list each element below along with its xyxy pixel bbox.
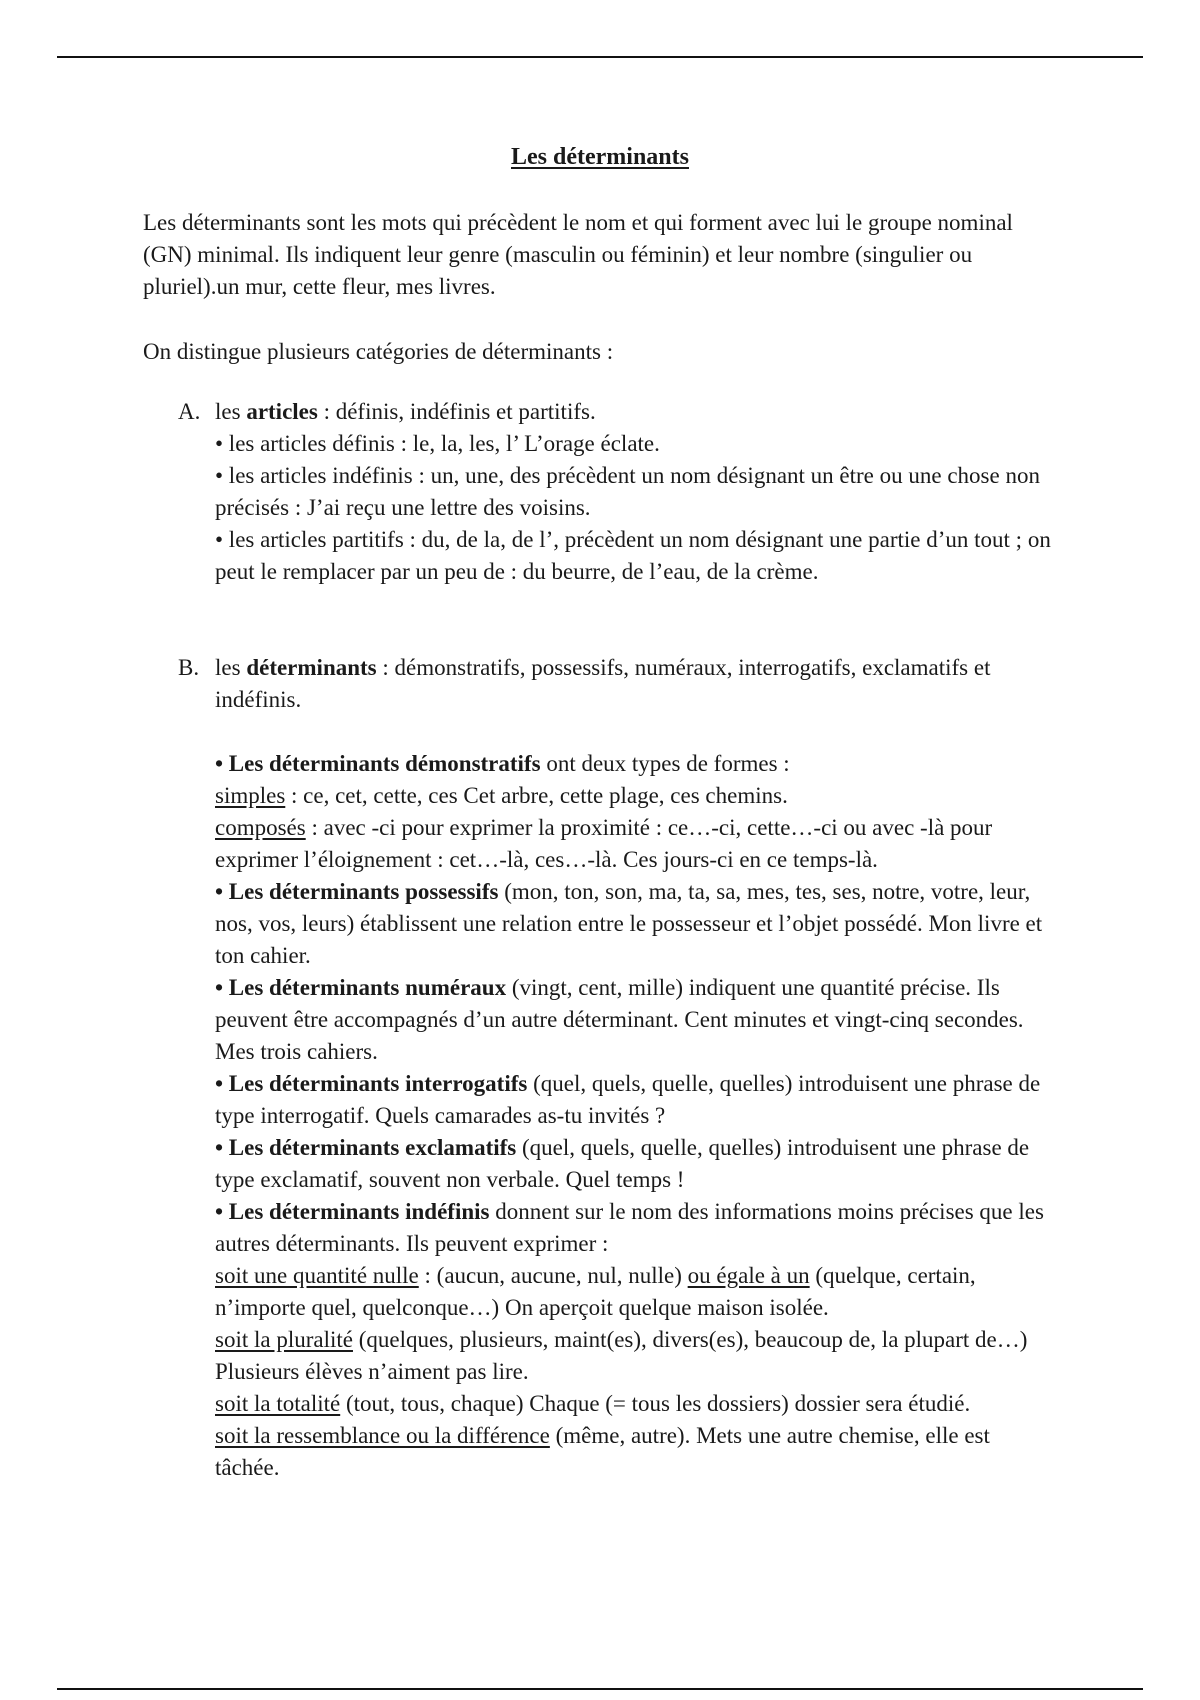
exclamatifs-text: (quel, quels, quelle, quelles) introduisent une phrase de type exclamatif, souvent non verbale. Quel temps ! xyxy=(215,1135,1030,1192)
demonstratifs-composes xyxy=(215,812,1058,876)
egale-label: ou égale à un xyxy=(687,1263,810,1288)
indefinis-text: donnent sur le nom des informations moins précises que les autres déterminants. Ils peuvent exprimer : xyxy=(215,1199,1044,1256)
section-a-pre: les xyxy=(215,399,247,424)
top-rule xyxy=(57,56,1143,58)
possessifs-title: • Les déterminants possessifs xyxy=(215,879,499,904)
intro-paragraph: Les déterminants sont les mots qui précèdent le nom et qui forment avec lui le groupe nominal (GN) minimal. Ils indiquent leur genre (masculin ou féminin) et leur nombre (singulier ou pluriel).un mur, cette fleur, mes livres. xyxy=(143,210,1013,299)
section-a-keyword: articles xyxy=(246,399,318,424)
composes-label: composés xyxy=(215,815,306,840)
numeraux-text: (vingt, cent, mille) indiquent une quantité précise. Ils peuvent être accompagnés d’un autre déterminant. Cent minutes et vingt-cinq secondes. Mes trois cahiers. xyxy=(215,975,1024,1064)
demonstratifs-intro xyxy=(215,748,1058,780)
totalite-label: soit la totalité xyxy=(215,1391,341,1416)
ressemblance-label: soit la ressemblance ou la différence xyxy=(215,1423,550,1448)
demonstratifs-simples xyxy=(215,780,1058,812)
section-b-marker: B. xyxy=(178,655,200,680)
page-title: Les déterminants xyxy=(511,144,689,170)
quantite-label: soit une quantité nulle xyxy=(215,1263,419,1288)
section-a-post: : définis, indéfinis et partitifs. xyxy=(317,399,596,424)
section-b-heading xyxy=(178,652,1058,716)
indefinis-title: • Les déterminants indéfinis xyxy=(215,1199,490,1224)
composes-text: : avec -ci pour exprimer la proximité : ce…-ci, cette…-ci ou avec -là pour exprimer l’éloignement : cet…-là, ces…-là. Ces jours-ci en ce temps-là. xyxy=(215,815,993,872)
list-item-articles-partitifs: • les articles partitifs : du, de la, de l’, précèdent un nom désignant une partie d’un tout ; on peut le remplacer par un peu de : du beurre, de l’eau, de la crème. xyxy=(215,527,1051,584)
indefinis-item xyxy=(215,1196,1058,1260)
section-determinants xyxy=(178,652,1058,1484)
indefinis-quantite xyxy=(215,1260,1058,1324)
interrogatifs-text: (quel, quels, quelle, quelles) introduisent une phrase de type interrogatif. Quels camarades as-tu invités ? xyxy=(215,1071,1041,1128)
section-b-pre: les xyxy=(215,655,247,680)
numeraux-item xyxy=(215,972,1058,1068)
pluralite-label: soit la pluralité xyxy=(215,1327,353,1352)
section-b-keyword: déterminants xyxy=(246,655,377,680)
numeraux-title: • Les déterminants numéraux xyxy=(215,975,507,1000)
ressemblance-text: (même, autre). Mets une autre chemise, elle est tâchée. xyxy=(215,1423,990,1480)
indefinis-totalite xyxy=(215,1388,1058,1420)
interrogatifs-item xyxy=(215,1068,1058,1132)
pluralite-text: (quelques, plusieurs, maint(es), divers(es), beaucoup de, la plupart de…) Plusieurs élèves n’aiment pas lire. xyxy=(215,1327,1028,1384)
exclamatifs-item xyxy=(215,1132,1058,1196)
bottom-rule xyxy=(57,1688,1143,1690)
indefinis-ressemblance xyxy=(215,1420,1058,1484)
section-a-heading xyxy=(178,396,1058,428)
totalite-text: (tout, tous, chaque) Chaque (= tous les dossiers) dossier sera étudié. xyxy=(340,1391,971,1416)
indefinis-pluralite xyxy=(215,1324,1058,1388)
possessifs-item xyxy=(215,876,1058,972)
list-item-articles-indefinis: • les articles indéfinis : un, une, des précèdent un nom désignant un être ou une chose non précisés : J’ai reçu une lettre des voisins. xyxy=(215,463,1040,520)
simples-label: simples xyxy=(215,783,286,808)
egale-text: (quelque, certain, n’importe quel, quelconque…) On aperçoit quelque maison isolée. xyxy=(215,1263,976,1320)
section-b-post: : démonstratifs, possessifs, numéraux, interrogatifs, exclamatifs et indéfinis. xyxy=(215,655,991,712)
demonstratifs-title: • Les déterminants démonstratifs xyxy=(215,751,541,776)
section-a-marker: A. xyxy=(178,399,201,424)
section-articles xyxy=(178,396,1058,588)
exclamatifs-title: • Les déterminants exclamatifs xyxy=(215,1135,517,1160)
possessifs-text: (mon, ton, son, ma, ta, sa, mes, tes, ses, notre, votre, leur, nos, vos, leurs) établissent une relation entre le possesseur et l’objet possédé. Mon livre et ton cahier. xyxy=(215,879,1043,968)
simples-text: : ce, cet, cette, ces Cet arbre, cette plage, ces chemins. xyxy=(285,783,788,808)
quantite-text: : (aucun, aucune, nul, nulle) xyxy=(418,1263,688,1288)
demonstratifs-text: ont deux types de formes : xyxy=(540,751,790,776)
interrogatifs-title: • Les déterminants interrogatifs xyxy=(215,1071,528,1096)
list-item-articles-definis: • les articles définis : le, la, les, l’ L’orage éclate. xyxy=(215,431,660,456)
categories-lead: On distingue plusieurs catégories de déterminants : xyxy=(143,339,614,364)
